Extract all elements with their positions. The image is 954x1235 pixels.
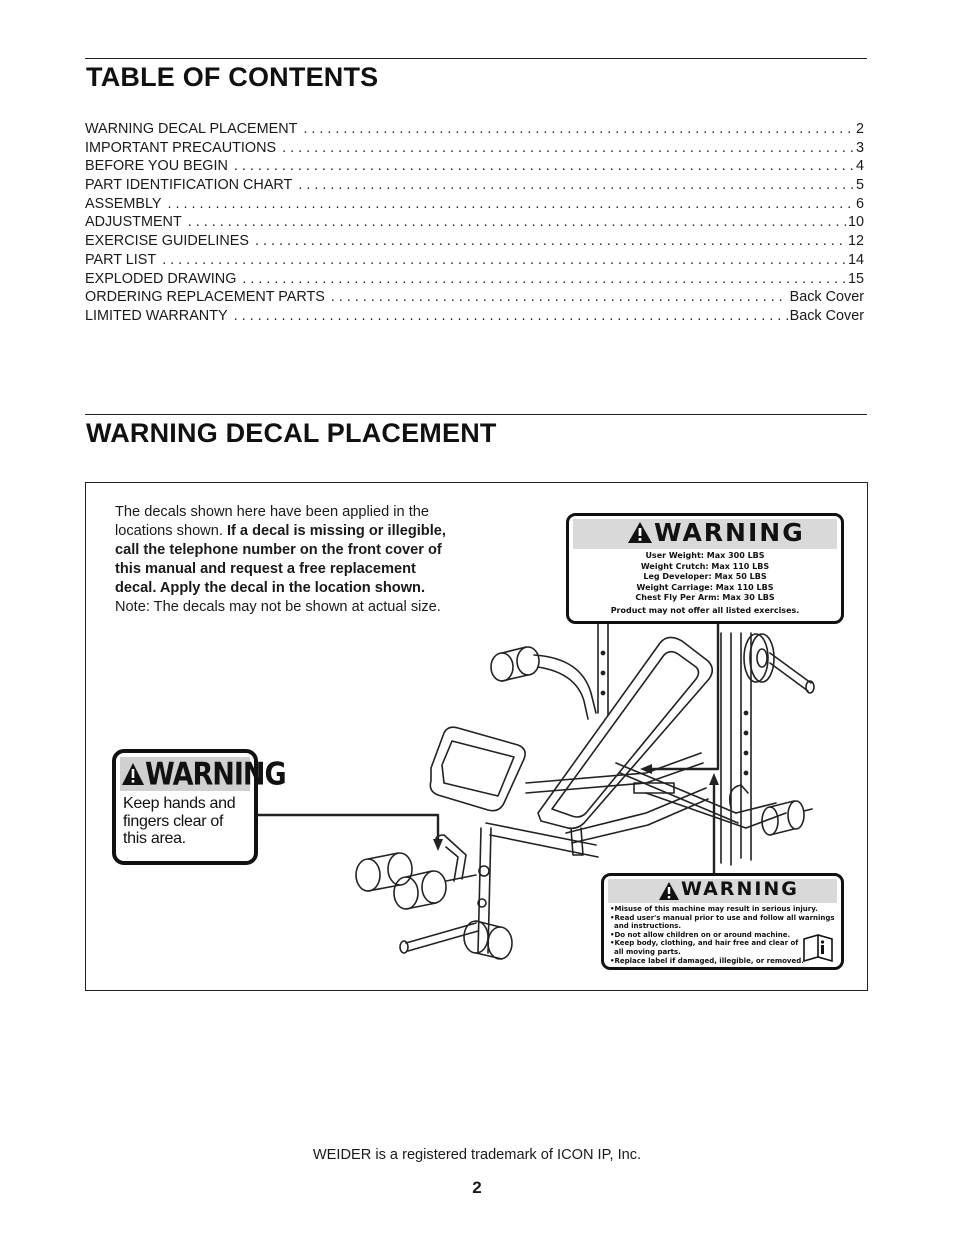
toc-entry[interactable]: EXPLODED DRAWING . . . 15: [85, 270, 864, 289]
rear-roller-pad: [491, 647, 596, 719]
pinch-point-decal-heading: WARNING: [145, 757, 286, 793]
toc-entry[interactable]: IMPORTANT PRECAUTIONS . . . 3: [85, 139, 864, 158]
weight-limit-list: User Weight: Max 300 LBS Weight Crutch: Max 110 LBS Leg Developer: Max 50 LBS Weight Carriage: Max 110 LBS Chest Fly Per Arm: Max 30 LBS: [635, 551, 775, 603]
weight-plate: [744, 634, 814, 693]
toc-entry[interactable]: BEFORE YOU BEGIN . . . 4: [85, 157, 864, 176]
side-roller-pad: [730, 785, 812, 835]
general-warning-bullets: •Misuse of this machine may result in serious injury. •Read user's manual prior to use and follow all warnings and instructions. •Do not allow children on or around machine. •Keep body, clothing, and hair free and clear of all moving parts. •Replace label if damaged, illegible, or removed.: [610, 905, 835, 965]
toc-entry[interactable]: PART IDENTIFICATION CHART . . . 5: [85, 176, 864, 195]
toc-entry[interactable]: ADJUSTMENT . . . 10: [85, 213, 864, 232]
toc-entry[interactable]: ASSEMBLY . . . 6: [85, 195, 864, 214]
pinch-point-decal: [112, 749, 286, 865]
toc-entry[interactable]: ORDERING REPLACEMENT PARTS . . . Back Cover: [85, 288, 864, 307]
toc-list: [85, 120, 864, 326]
decal-diagram-panel: [85, 482, 868, 991]
toc-entry[interactable]: LIMITED WARRANTY . . . Back Cover: [85, 307, 864, 326]
warning-section-heading: WARNING DECAL PLACEMENT: [86, 418, 497, 448]
toc-entry[interactable]: EXERCISE GUIDELINES . . . 12: [85, 232, 864, 251]
page-number: 2: [472, 1178, 482, 1197]
weight-limit-decal-heading: WARNING: [654, 518, 805, 547]
trademark-note: WEIDER is a registered trademark of ICON IP, Inc.: [312, 1147, 642, 1163]
decal-intro-text: The decals shown here have been applied in the locations shown. If a decal is missing or illegible, call the telephone number on the front cover of this manual and request a free replacement decal. Apply the decal in the location shown. Note: The decals may not be shown at actual size.: [115, 504, 446, 615]
backrest-pad: [538, 637, 712, 828]
general-warning-decal-heading: WARNING: [681, 878, 799, 900]
toc-heading: TABLE OF CONTENTS: [86, 62, 379, 92]
weight-limit-footer: Product may not offer all listed exercises.: [610, 606, 800, 615]
toc-entry[interactable]: PART LIST . . . 14: [85, 251, 864, 270]
general-warning-decal: [601, 873, 844, 970]
toc-entry[interactable]: WARNING DECAL PLACEMENT . . . 2: [85, 120, 864, 139]
top-rule: [85, 58, 867, 59]
seat-pad: [430, 727, 525, 811]
section-rule: [85, 414, 867, 415]
rear-upright-posts: [598, 623, 751, 865]
weight-limit-decal: [566, 513, 844, 624]
pinch-point-text: Keep hands and fingers clear of this area.: [123, 795, 236, 847]
